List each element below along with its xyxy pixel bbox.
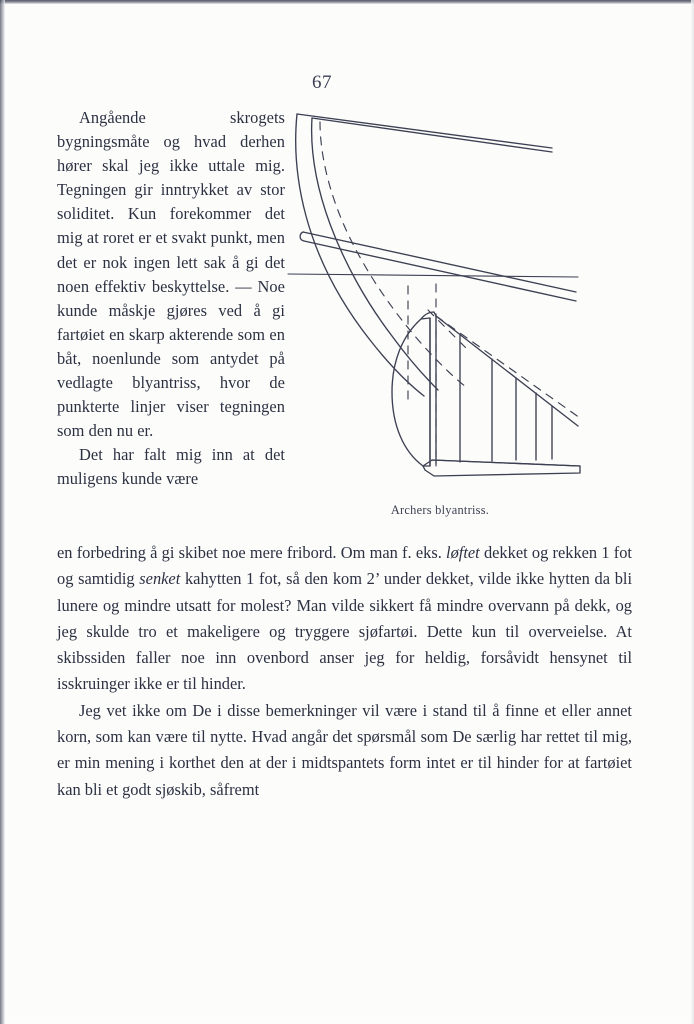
body-paragraph-2: Jeg vet ikke om De i disse bemerkninger vil være i stand til å finne et eller annet korn, som kan være til nytte. Hvad angår det spørsmål som De særlig har rettet til mig, er min mening i korthet den at der i midtspantets form intet er til hinder for at fartøiet kan bli et godt sjøskib, såfremt	[57, 700, 632, 799]
rail-line-upper	[297, 114, 552, 148]
left-column-paragraph-2: Det har falt mig inn at det muligens kunde være	[57, 445, 285, 489]
page-number	[0, 72, 694, 94]
deck-line-upper	[303, 232, 576, 292]
left-column-paragraph-1: Angående skrogets bygningsmåte og hvad derhen hører skal jeg ikke uttale mig. Tegningen gir inntrykket av stor soliditet. Kun forekommer det mig at roret er et svakt punkt, men det er nok ingen lett sak å gi det noen effektiv beskyttelse. — Noe kunde måskje gjøres ved å gi fartøiet en skarp akterende som en båt, noenlunde som antydet på vedlagte blyantriss, hvor de punkterte linjer viser tegningen som den nu er.	[57, 108, 285, 441]
dashed-original-stern-diagonal	[436, 316, 580, 418]
scan-edge-top	[0, 0, 694, 4]
dashed-chord-line	[428, 310, 470, 352]
hull-sketch-figure	[284, 104, 594, 504]
emphasized-word: løftet	[446, 543, 480, 562]
body-text	[57, 540, 632, 803]
page-number-value: 67	[312, 72, 332, 93]
keel-top-edge	[432, 460, 580, 466]
emphasized-word: senket	[139, 569, 181, 589]
rail-line-lower	[312, 118, 552, 152]
inner-hull-curve	[312, 118, 438, 390]
scan-edge-left	[0, 0, 5, 1024]
hull-sketch-drawing	[284, 104, 594, 504]
proposed-stern-diagonal	[436, 316, 578, 426]
body-paragraph-1: en forbedring å gi skibet noe mere fribord. Om man f. eks. løftet dekket og rekken 1 fot og samtidig senket kahytten 1 fot, så den kom 2’ under dekket, vilde ikke hytten da bli lunere og mindre utsatt for molest? Man vilde sikkert få mindre overvann på dekk, og jeg skulde tro et makeligere og tryggere sjøfartøi. Dette kun til overveielse. At skibssiden faller noe inn ovenbord anser jeg for heldig, forsåvidt hensynet til isskruinger ikke er til hinder.	[57, 543, 633, 694]
deck-line-lower	[304, 241, 576, 301]
dashed-original-lines	[320, 122, 580, 466]
stern-rudder-body	[392, 318, 430, 466]
figure-caption: Archers blyantriss.	[390, 503, 490, 517]
left-column-text	[57, 106, 285, 492]
waterline	[288, 274, 578, 277]
deck-band-end-cap	[300, 232, 304, 241]
